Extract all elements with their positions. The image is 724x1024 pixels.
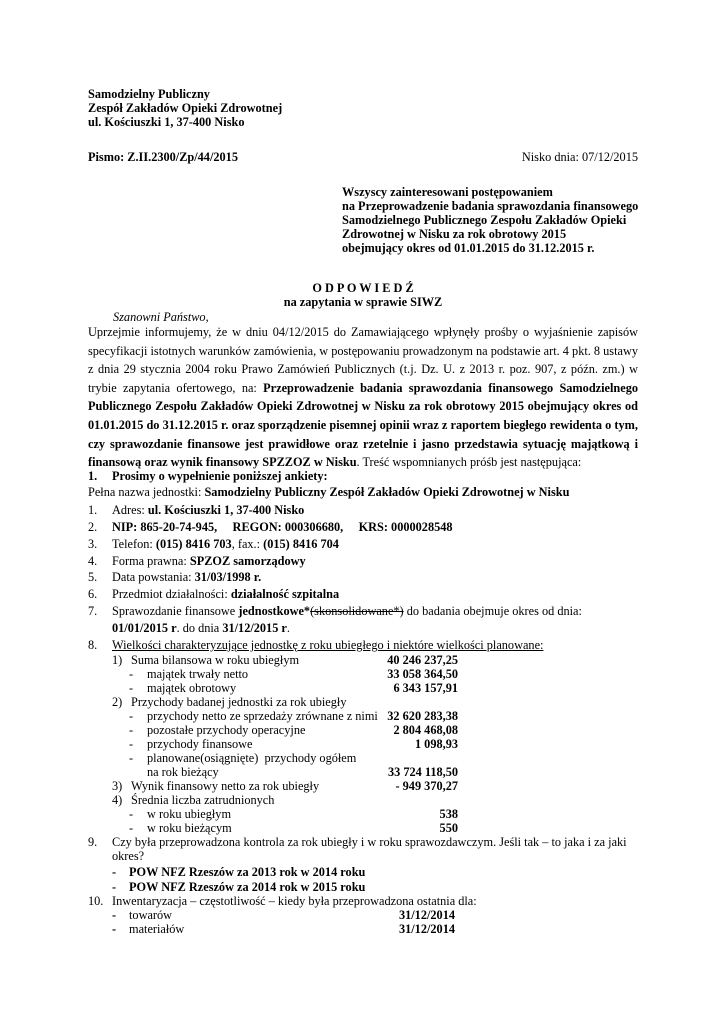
inventory-materials-date: 31/12/2014 [398,922,455,936]
audit-question-line2: okres? [112,849,145,863]
item-number: 6. [88,587,98,601]
item-number: 4. [88,554,98,568]
planned-revenue-label: planowane(osiągnięte) przychody ogółem [147,751,357,765]
period-start: 01/01/2015 r [112,621,177,635]
full-name-label: Pełna nazwa jednostki: [88,485,205,499]
full-name-value: Samodzielny Publiczny Zespół Zakładów Opieki Zdrowotnej w Nisku [204,485,570,499]
inventory-goods-label: towarów [129,908,173,922]
sub-number: 3) [112,779,123,793]
founding-date-row [112,570,261,584]
salutation: Szanowni Państwo, [113,310,209,324]
period-to-label: . do dnia [176,621,223,635]
sender-name-line2: Zespół Zakładów Opieki Zdrowotnej [88,101,283,115]
intro-subject: Przeprowadzenie badania sprawozdania finansowego Samodzielnego Publicznego Zespołu Zakładów Opieki Zdrowotnej w Nisku za rok obrotowy 2015 obejmujący okres od 01.01.2015 do 31.12.2015 r. oraz sporządzenie pisemnej opinii wraz z raportem biegłego rewidenta o tym, czy sprawozdanie finansowe jest prawidłowe oraz rzetelnie i jasno przedstawia sytuację majątkową i finansową oraz wynik finansowy SPZZOZ w Nisku [88,380,639,470]
document-subtitle: na zapytania w sprawie SIWZ [283,295,443,309]
addressee-line3: Samodzielnego Publicznego Zespołu Zakładów Opieki [342,213,627,227]
inventory-materials-label: materiałów [129,922,185,936]
legal-form-label: Forma prawna: [112,554,190,568]
audit-answer-1: POW NFZ Rzeszów za 2013 rok w 2014 roku [129,865,366,879]
dash: - [129,667,134,681]
net-sales-label: przychody netto ze sprzedaży zrównane z nimi [147,709,378,723]
planned-revenue-value: 33 724 118,50 [387,765,458,779]
phone-row [112,537,339,551]
item-number: 8. [88,638,98,652]
dash: - [112,922,117,936]
activity-label: Przedmiot działalności: [112,587,231,601]
legal-form-value: SPZOZ samorządowy [189,554,306,568]
employees-last-year-label: w roku ubiegłym [147,807,232,821]
addressee-line5: obejmujący okres od 01.01.2015 do 31.12.2015 r. [342,241,595,255]
report-scope-row [112,604,582,618]
fax-label: , fax.: [231,537,264,551]
audit-question-line1: Czy była przeprowadzona kontrola za rok ubiegły i w roku sprawozdawczym. Jeśli tak – to jaka i za jaki [112,835,627,849]
item-number: 2. [88,520,98,534]
report-text-2: do badania obejmuje okres od dnia: [403,604,582,618]
document-title: O D P O W I E D Ź [312,281,414,295]
employees-current-year-label: w roku bieżącym [147,821,232,835]
report-type-individual: jednostkowe* [238,604,311,618]
sub-number: 4) [112,793,123,807]
other-operating-label: pozostałe przychody operacyjne [147,723,306,737]
letter-date: Nisko dnia: 07/12/2015 [521,150,638,164]
sub-number: 2) [112,695,123,709]
fax-value: (015) 8416 704 [263,537,339,551]
period-end: 31/12/2015 r [222,621,287,635]
activity-row [112,587,339,601]
dash: - [112,908,117,922]
employees-current-year-value: 550 [439,821,458,835]
revenue-label: Przychody badanej jednostki za rok ubiegły [131,695,347,709]
current-assets-value: 6 343 157,91 [393,681,458,695]
address-row [112,503,304,517]
planned-revenue-label-2: na rok bieżący [147,765,219,779]
inventory-goods-date: 31/12/2014 [398,908,455,922]
address-value: ul. Kościuszki 1, 37-400 Nisko [147,503,305,517]
dash: - [129,751,134,765]
inventory-question: Inwentaryzacja – częstotliwość – kiedy była przeprowadzona ostatnia dla: [112,894,477,908]
intro-paragraph [88,323,638,472]
item-number: 3. [88,537,98,551]
address-label: Adres: [112,503,148,517]
net-result-value: - 949 370,27 [395,779,458,793]
dash: - [129,709,134,723]
item-number: 9. [88,835,98,849]
sender-name-line1: Samodzielny Publiczny [88,87,210,101]
addressee-line2: na Przeprowadzenie badania sprawozdania finansowego [342,199,639,213]
employees-last-year-value: 538 [439,807,458,821]
founding-date-label: Data powstania: [112,570,195,584]
legal-form-row [112,554,306,568]
addressee-line4: Zdrowotnej w Nisku za rok obrotowy 2015 [342,227,567,241]
tax-ids-value: NIP: 865-20-74-945, REGON: 000306680, KRS: 0000028548 [112,520,453,534]
item-number: 7. [88,604,98,618]
employees-label: Średnia liczba zatrudnionych [131,793,275,807]
net-sales-value: 32 620 283,38 [387,709,458,723]
q1-title: Prosimy o wypełnienie poniższej ankiety: [112,469,328,483]
dash: - [129,681,134,695]
net-result-label: Wynik finansowy netto za rok ubiegły [131,779,320,793]
item-number: 10. [88,894,104,908]
intro-text-3: . Treść wspomnianych próśb jest następująca: [356,455,582,470]
item-number: 5. [88,570,98,584]
financials-title: Wielkości charakteryzujące jednostkę z roku ubiegłego i niektóre wielkości planowane: [112,638,544,652]
full-name-row [88,485,569,499]
audit-answer-2: POW NFZ Rzeszów za 2014 rok w 2015 roku [129,880,366,894]
total-assets-value: 40 246 237,25 [387,653,458,667]
sub-number: 1) [112,653,123,667]
total-assets-label: Suma bilansowa w roku ubiegłym [131,653,300,667]
item-number: 1. [88,503,98,517]
report-type-consolidated: (skonsolidowane*) [310,604,404,618]
dash: - [112,880,117,894]
period-dot: . [286,621,290,635]
other-operating-value: 2 804 468,08 [393,723,458,737]
current-assets-label: majątek obrotowy [147,681,237,695]
financial-revenue-value: 1 098,93 [414,737,458,751]
fixed-assets-value: 33 058 364,50 [387,667,458,681]
fixed-assets-label: majątek trwały netto [147,667,249,681]
report-text-1: Sprawozdanie finansowe [112,604,239,618]
intro-text-1: Uprzejmie informujemy, że w dniu 04/12/2015 do Zamawiającego wpłynęły prośby o wyjaśnienie zapisów specyfikacji istotnych warunków zamówienia, w postępowaniu prowadzonym na podstawie art. 4 pkt. 8 ustawy z dnia 29 stycznia 2004 roku Prawo Zamówień Publicznych (t.j. Dz. U. z 2013 r. poz. 907, z późn. zm.) w trybie zapytania ofertowego, na: [88,325,638,395]
dash: - [129,723,134,737]
letter-reference: Pismo: Z.II.2300/Zp/44/2015 [88,150,238,164]
sender-address: ul. Kościuszki 1, 37-400 Nisko [88,115,245,129]
q1-number: 1. [88,469,98,483]
founding-date-value: 31/03/1998 r. [194,570,262,584]
dash: - [129,737,134,751]
dash: - [129,821,134,835]
phone-label: Telefon: [112,537,156,551]
report-period-row [112,621,290,635]
dash: - [112,865,117,879]
activity-value: działalność szpitalna [230,587,340,601]
phone-value: (015) 8416 703 [155,537,232,551]
dash: - [129,807,134,821]
financial-revenue-label: przychody finansowe [147,737,253,751]
addressee-line1: Wszyscy zainteresowani postępowaniem [342,185,553,199]
